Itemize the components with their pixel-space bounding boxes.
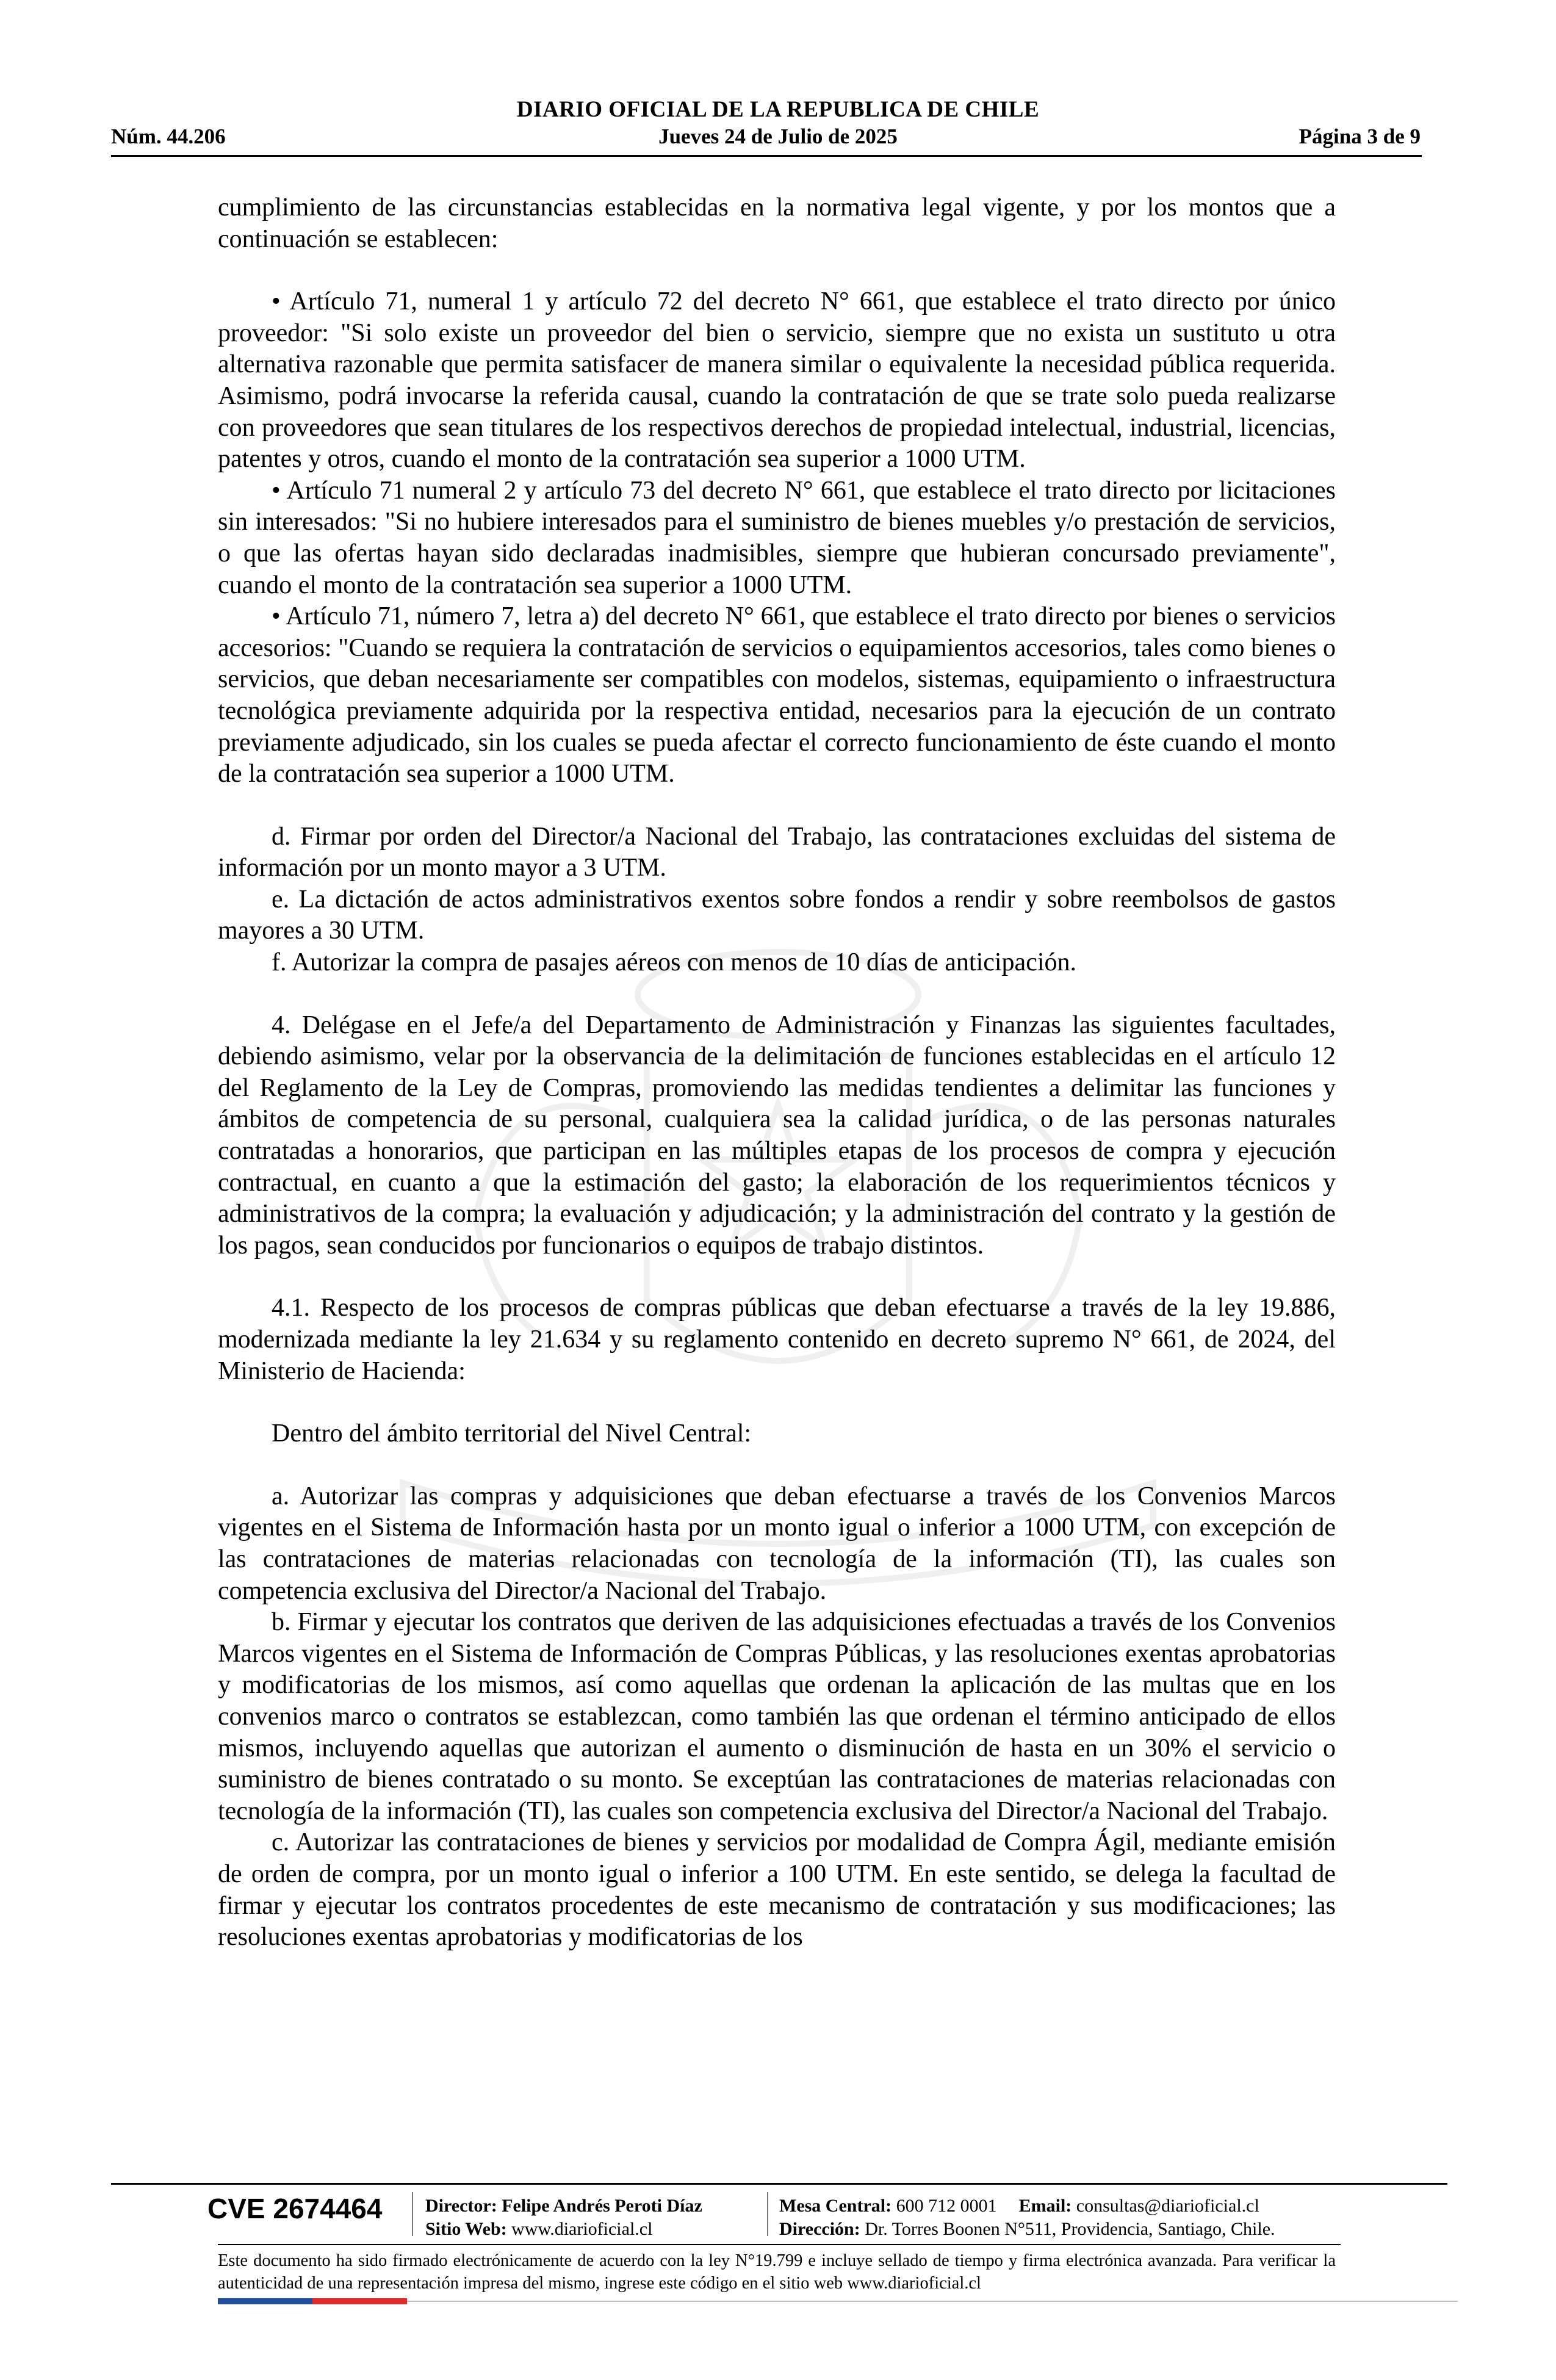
issue-date: Jueves 24 de Julio de 2025 <box>658 124 898 148</box>
list-item-c: c. Autorizar las contrataciones de bienes y servicios por modalidad de Compra Ágil, mediante emisión de orden de compra, por un monto igual o inferior a 100 UTM. En este sentido, se delega la facultad de firmar y ejecutar los contratos procedentes de este mecanismo de contratación y sus modificaciones; las resoluciones exentas aprobatorias y modificatorias de los <box>218 1828 1336 1952</box>
contact-info <box>779 2194 1275 2241</box>
document-body <box>218 192 1336 1953</box>
mesa-label: Mesa Central: <box>779 2196 892 2216</box>
footer-separator <box>412 2192 413 2236</box>
mesa-phone: 600 712 0001 <box>896 2196 997 2216</box>
cve-code: CVE 2674464 <box>207 2193 383 2224</box>
bullet-item: • Artículo 71 numeral 2 y artículo 73 del decreto N° 661, que establece el trato directo por licitaciones sin interesados: "Si no hubiere interesados para el suministro de bienes muebles y/o prestación de servicios, o que las ofertas hayan sido declaradas inadmisibles, siempre que hubieran concursado previamente", cuando el monto de la contratación sea superior a 1000 UTM. <box>218 476 1336 599</box>
issue-number: Núm. 44.206 <box>111 124 226 148</box>
body-paragraph: cumplimiento de las circunstancias establecidas en la normativa legal vigente, y por los montos que a continuación se establecen: <box>218 193 1336 253</box>
director-name: Felipe Andrés Peroti Díaz <box>502 2196 702 2216</box>
email-label: Email: <box>1018 2196 1072 2216</box>
list-item-f: f. Autorizar la compra de pasajes aéreos con menos de 10 días de anticipación. <box>272 948 1077 977</box>
section-4-1-paragraph: 4.1. Respecto de los procesos de compras públicas que deban efectuarse a través de la ley 19.886, modernizada mediante la ley 21.634 y su reglamento contenido en decreto supremo N° 661, de 2024, del Ministerio de Hacienda: <box>218 1294 1336 1385</box>
website-link[interactable]: www.diarioficial.cl <box>511 2219 653 2239</box>
address-label: Dirección: <box>779 2219 860 2239</box>
page-indicator: Página 3 de 9 <box>1298 124 1421 148</box>
list-item-b: b. Firmar y ejecutar los contratos que deriven de las adquisiciones efectuadas a través de los Convenios Marcos vigentes en el Sistema de Información de Compras Públicas, y las resoluciones exentas aprobatorias y modificatorias de los mismos, así como aquellas que ordenan la aplicación de las multas que en los convenios marco o contratos se establezcan, como también las que ordenan el término anticipado de ellos mismos, incluyendo aquellas que autorizan el aumento o disminución de hasta en un 30% el servicio o suministro de bienes contratado o su monto. Se exceptúan las contrataciones de materias relacionadas con tecnología de la información (TI), las cuales son competencia exclusiva del Director/a Nacional del Trabajo. <box>218 1608 1336 1825</box>
bullet-item: • Artículo 71, numeral 1 y artículo 72 del decreto N° 661, que establece el trato directo por único proveedor: "Si solo existe un proveedor del bien o servicio, siempre que no exista un sustituto u otra alternativa razonable que permita satisfacer de manera similar o equivalente la necesidad pública requerida. Asimismo, podrá invocarse la referida causal, cuando la contratación de que se trate solo pueda realizarse con proveedores que sean titulares de los respectivos derechos de propiedad intelectual, industrial, licencias, patentes y otros, cuando el monto de la contratación sea superior a 1000 UTM. <box>218 287 1336 474</box>
director-label: Director: <box>425 2196 497 2216</box>
section-4-paragraph: 4. Delégase en el Jefe/a del Departamento de Administración y Finanzas las siguientes facultades, debiendo asimismo, velar por la observancia de la delimitación de funciones establecidas en el artículo 12 del Reglamento de la Ley de Compras, promoviendo las medidas tendientes a delimitar las funciones y ámbitos de competencia de su personal, cualquiera sea la calidad jurídica, o de las personas naturales contratadas a honorarios, que participan en las múltiples etapas de los procesos de compra y ejecución contractual, en cuanto a que la estimación del gasto; la elaboración de los requerimientos técnicos y administrativos de la compra; la evaluación y adjudicación; y la administración del contrato y la gestión de los pagos, sean conducidos por funcionarios o equipos de trabajo distintos. <box>218 1011 1336 1260</box>
bullet-item: • Artículo 71, número 7, letra a) del decreto N° 661, que establece el trato directo por bienes o servicios accesorios: "Cuando se requiera la contratación de servicios o equipamientos accesorios, tales como bienes o servicios, que deban necesariamente ser compatibles con modelos, sistemas, equipamiento o infraestructura tecnológica previamente adquirida por la respectiva entidad, necesarios para la ejecución de un contrato previamente adjudicado, sin los cuales se pueda afectar el correcto funcionamiento de éste cuando el monto de la contratación sea superior a 1000 UTM. <box>218 602 1336 788</box>
footer-separator <box>767 2192 768 2236</box>
list-item-d: d. Firmar por orden del Director/a Nacional del Trabajo, las contrataciones excluidas del sistema de información por un monto mayor a 3 UTM. <box>218 822 1336 882</box>
flag-stripe-blue <box>218 2298 312 2304</box>
footer-notice-divider <box>218 2244 1341 2245</box>
list-item-e: e. La dictación de actos administrativos exentos sobre fondos a rendir y sobre reembolsos de gastos mayores a 30 UTM. <box>218 885 1336 945</box>
header-divider <box>111 155 1422 157</box>
director-info <box>425 2194 702 2241</box>
flag-stripe-red <box>312 2298 407 2304</box>
footer-stripe-line <box>407 2301 1458 2302</box>
email-link[interactable]: consultas@diarioficial.cl <box>1076 2196 1259 2216</box>
publication-title: DIARIO OFICIAL DE LA REPUBLICA DE CHILE <box>516 97 1040 122</box>
address-value: Dr. Torres Boonen N°511, Providencia, Santiago, Chile. <box>865 2219 1275 2239</box>
list-item-a: a. Autorizar las compras y adquisiciones que deban efectuarse a través de los Convenios Marcos vigentes en el Sistema de Información hasta por un monto igual o inferior a 1000 UTM, con excepción de las contrataciones de materias relacionadas con tecnología de la información (TI), las cuales son competencia exclusiva del Director/a Nacional del Trabajo. <box>218 1482 1336 1605</box>
scope-paragraph: Dentro del ámbito territorial del Nivel Central: <box>272 1419 752 1448</box>
website-label: Sitio Web: <box>425 2219 507 2239</box>
signature-notice: Este documento ha sido firmado electrónicamente de acuerdo con la ley N°19.799 e incluye sellado de tiempo y firma electrónica avanzada. Para verificar la autenticidad de una representación impresa del mismo, ingrese este código en el sitio web www.diarioficial.cl <box>218 2251 1336 2293</box>
footer-divider <box>111 2183 1447 2185</box>
